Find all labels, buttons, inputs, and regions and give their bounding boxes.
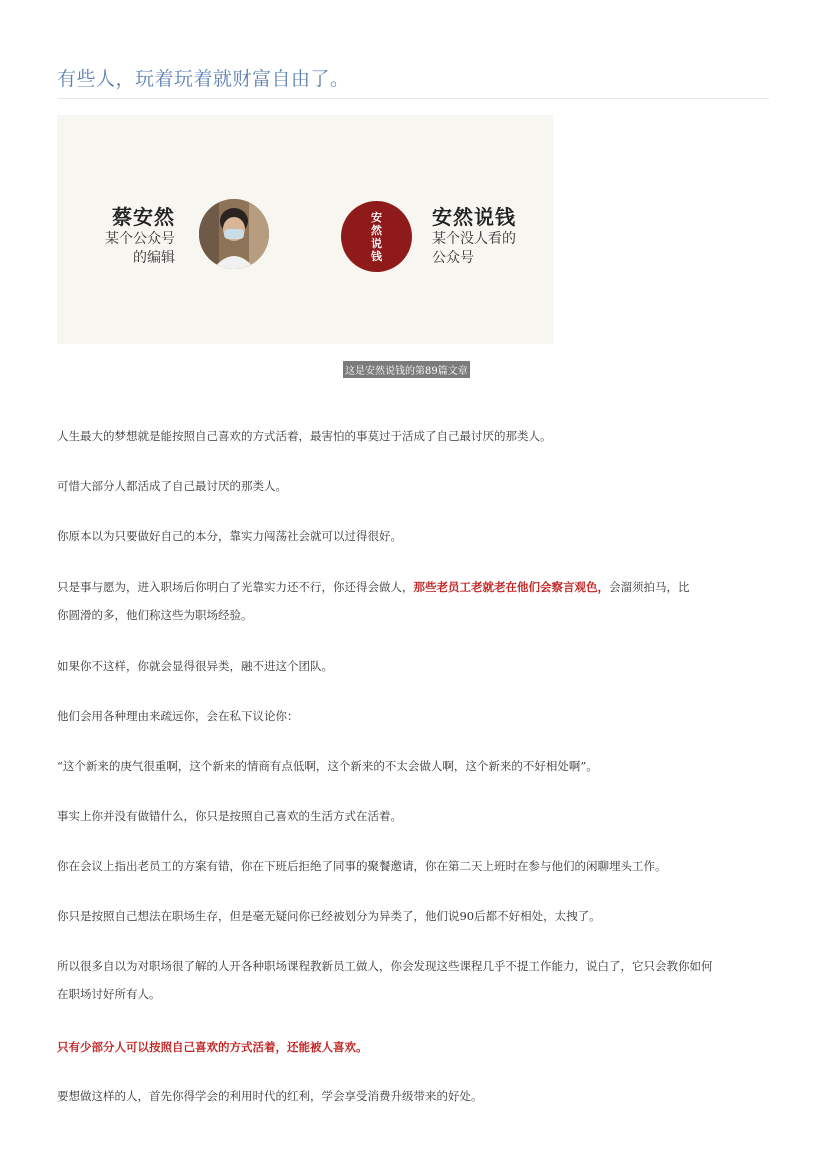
paragraph-text: 所以很多自以为对职场很了解的人开各种职场课程教新员工做人，你会发现这些课程几乎不提工作能力，说白了，它只会教你如何 [57,959,713,973]
seal-char-3: 说 [371,236,382,250]
title-divider [57,98,769,99]
brand-card [432,201,542,268]
paragraph-text: 只是事与愿为，进入职场后你明白了光靠实力还不行，你还得会做人， [57,580,414,594]
author-role-line1: 某个公众号 [105,231,175,247]
paragraph: 人生最大的梦想就是能按照自己喜欢的方式活着，最害怕的事莫过于活成了自己最讨厌的那类人。 [57,429,552,443]
paragraph: 如果你不这样，你就会显得很异类，融不进这个团队。 [57,659,333,673]
paragraph-text: 你圆滑的多，他们称这些为职场经验。 [57,608,253,622]
paragraph [57,952,769,1008]
brand-seal-logo [341,201,412,272]
brand-desc-line1: 某个没人看的 [432,231,516,247]
seal-char-4: 钱 [371,249,382,263]
author-role-line2: 的编辑 [133,250,175,266]
paragraph [57,573,769,629]
header-banner-image [57,115,553,344]
seal-char-2: 然 [371,223,382,237]
paragraph: 可惜大部分人都活成了自己最讨厌的那类人。 [57,479,287,493]
seal-char-1: 安 [371,210,382,224]
paragraph: 你原本以为只要做好自己的本分，靠实力闯荡社会就可以过得很好。 [57,529,402,543]
highlight-paragraph: 只有少部分人可以按照自己喜欢的方式活着，还能被人喜欢。 [57,1040,368,1054]
author-avatar [199,199,269,269]
paragraph: 要想做这样的人，首先你得学会的利用时代的红利，学会享受消费升级带来的好处。 [57,1089,483,1103]
paragraph-text: 会溜须拍马，比 [609,580,690,594]
author-name: 蔡安然 [112,205,175,229]
paragraph: 你只是按照自己想法在职场生存，但是毫无疑问你已经被划分为异类了，他们说90后都不好相处，太拽了。 [57,909,601,923]
paragraph: 事实上你并没有做错什么，你只是按照自己喜欢的生活方式在活着。 [57,809,402,823]
paragraph-text: 在职场讨好所有人。 [57,987,161,1001]
article-title: 有些人，玩着玩着就财富自由了。 [57,68,350,90]
paragraph: 你在会议上指出老员工的方案有错，你在下班后拒绝了同事的聚餐邀请，你在第二天上班时在参与他们的闲聊埋头工作。 [57,859,667,873]
brand-desc-line2: 公众号 [432,250,474,266]
article-count-caption: 这是安然说钱的第89篇文章 [343,361,470,378]
paragraph: 他们会用各种理由来疏远你，会在私下议论你： [57,709,299,723]
highlight-text: 那些老员工老就老在他们会察言观色， [413,580,609,594]
quote-paragraph: “这个新来的庚气很重啊，这个新来的情商有点低啊，这个新来的不太会做人啊，这个新来的不好相处啊”。 [57,759,598,773]
brand-name: 安然说钱 [432,205,516,229]
author-card [97,201,175,268]
